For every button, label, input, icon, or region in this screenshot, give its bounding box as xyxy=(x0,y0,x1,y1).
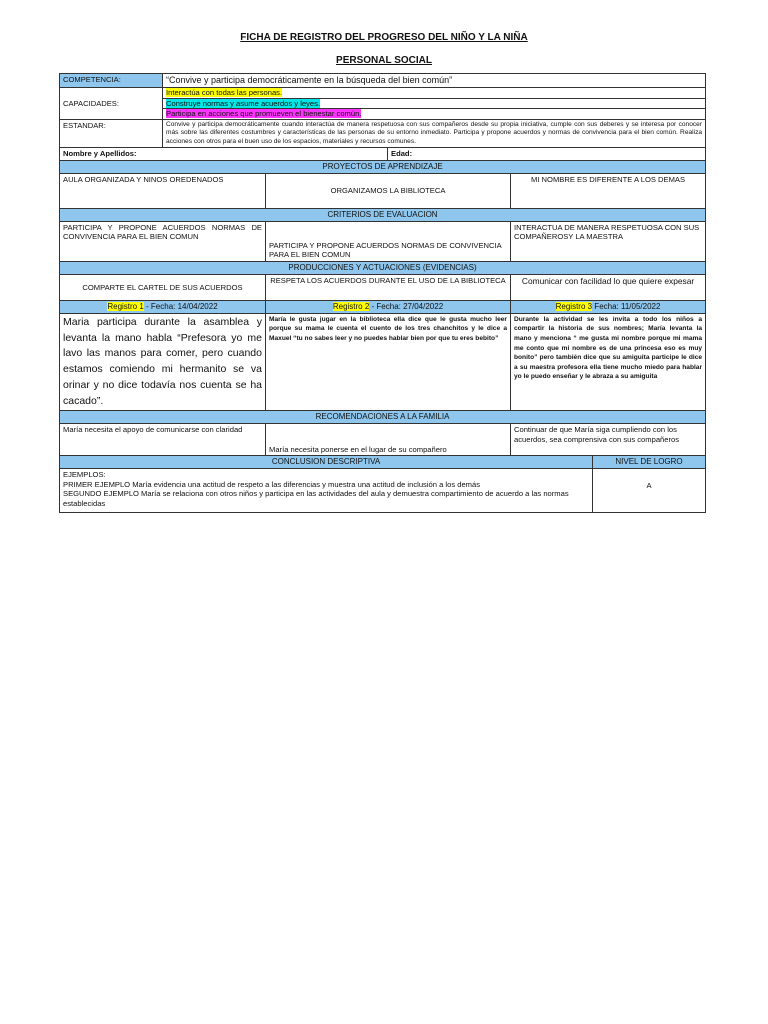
recomendacion-3: Continuar de que María siga cumpliendo con los acuerdos, sea comprensiva con sus compañeros xyxy=(511,424,706,456)
criterio-1: PARTICIPA Y PROPONE ACUERDOS NORMAS DE CONVIVENCIA PARA EL BIEN COMUN xyxy=(60,221,266,261)
area-title: PERSONAL SOCIAL xyxy=(336,55,432,66)
estandar-text: Convive y participa democráticamente cuando interactúa de manera respetuosa con sus compañeros desde su propia iniciativa, cumple con sus deberes y se interesa por conocer más sobre las diferentes costumbres y características de las personas de su entorno inmediato. Participa y propone acuerdos y normas de convivencia para el bien común. Realiza acciones con otros para el buen uso de los espacios, materiales y recursos comunes. xyxy=(163,119,706,148)
conclusion-text xyxy=(60,469,593,513)
registro-3-date: Fecha: 11/05/2022 xyxy=(592,301,661,311)
nivel-heading: NIVEL DE LOGRO xyxy=(593,456,706,469)
capacidad-1: Interactúa con todas las personas. xyxy=(166,88,283,98)
observacion-2: María le gusta jugar en la biblioteca ella dice que le gusta mucho leer porque su mama le cuenta el cuento de los tres chanchitos y le dice a Maxuel “tu no sabes leer y no puedes hablar bien por que tu eres bebito” xyxy=(266,313,511,411)
producciones-heading: PRODUCCIONES Y ACTUACIONES (EVIDENCIAS) xyxy=(60,261,706,274)
produccion-1: COMPARTE EL CARTEL DE SUS ACUERDOS xyxy=(60,274,266,300)
producciones-row xyxy=(60,274,706,300)
recomendaciones-row xyxy=(60,424,706,456)
conclusion-heading: CONCLUSION DESCRIPTIVA xyxy=(60,456,593,469)
student-age-label: Edad: xyxy=(388,148,706,160)
capacidades-row-1 xyxy=(60,88,706,98)
registros-row xyxy=(60,300,706,313)
proyectos-row xyxy=(60,173,706,208)
recomendacion-1: María necesita el apoyo de comunicarse con claridad xyxy=(60,424,266,456)
student-name-label: Nombre y Apellidos: xyxy=(60,148,388,160)
nivel-value: A xyxy=(593,469,706,513)
observacion-3: Durante la actividad se les invita a todo los niños a compartir la historia de sus nombres; María levanta la mano y menciona “ me gusta mi nombre porque mi mama me conto que mi nombre es de una princesa eso es muy bonito” pero también dice que su amiguita participe le dice a su maestra profesora ella tiene mucho miedo para hablar yo le puedo enseñar y le abraza a su amiguita xyxy=(511,313,706,411)
competencia-row xyxy=(60,74,706,88)
criterios-heading-row xyxy=(60,208,706,221)
registro-1-label: Registro 1 xyxy=(107,301,144,311)
produccion-2: RESPETA LOS ACUERDOS DURANTE EL USO DE LA BIBLIOTECA xyxy=(266,274,511,300)
capacidades-label: CAPACIDADES: xyxy=(60,88,163,119)
observacion-1: Maria participa durante la asamblea y levanta la mano habla “Prefesora yo me lavo las manos para comer, pero cuando estamos comiendo mi hermanito se va orinar y no dice todavía nos cuenta se ha cacado”. xyxy=(60,313,266,411)
document-title: FICHA DE REGISTRO DEL PROGRESO DEL NIÑO Y LA NIÑA xyxy=(240,32,528,43)
conclusion-heading-row xyxy=(60,456,706,469)
registro-1 xyxy=(60,300,266,313)
conclusion-row xyxy=(60,469,706,513)
registro-3-label: Registro 3 xyxy=(555,301,593,311)
registro-2-label: Registro 2 xyxy=(332,301,370,311)
registro-2 xyxy=(266,300,511,313)
produccion-3: Comunicar con facilidad lo que quiere expesar xyxy=(511,274,706,300)
proyecto-3: MI NOMBRE ES DIFERENTE A LOS DEMAS xyxy=(511,173,706,208)
observaciones-row xyxy=(60,313,706,411)
ejemplo-1: PRIMER EJEMPLO María evidencia una actitud de respeto a las diferencias y muestra una actitud de inclusión a los demás xyxy=(63,479,481,489)
proyectos-heading-row xyxy=(60,160,706,173)
capacidad-2: Construye normas y asume acuerdos y leyes. xyxy=(166,98,321,108)
ejemplo-2: SEGUNDO EJEMPLO María se relaciona con otros niños y participa en las actividades del aula y demuestra compartimiento de acuerdo a las normas establecidas xyxy=(63,489,569,508)
registro-2-date: - Fecha: 27/04/2022 xyxy=(369,301,444,311)
progress-record-table xyxy=(59,73,706,513)
criterios-row xyxy=(60,221,706,261)
estandar-row xyxy=(60,119,706,148)
producciones-heading-row xyxy=(60,261,706,274)
registro-1-date: - Fecha: 14/04/2022 xyxy=(143,301,218,311)
competencia-value: “Convive y participa democráticamente en la búsqueda del bien común” xyxy=(163,74,706,88)
estandar-label: ESTANDAR: xyxy=(60,119,163,148)
competencia-label: COMPETENCIA: xyxy=(60,74,163,88)
registro-3 xyxy=(511,300,706,313)
criterio-2: PARTICIPA Y PROPONE ACUERDOS NORMAS DE CONVIVENCIA PARA EL BIEN COMUN xyxy=(266,221,511,261)
proyectos-heading: PROYECTOS DE APRENDIZAJE xyxy=(60,160,706,173)
criterios-heading: CRITERIOS DE EVALUACION xyxy=(60,208,706,221)
ejemplos-label: EJEMPLOS: xyxy=(63,470,106,480)
recomendaciones-heading-row xyxy=(60,411,706,424)
criterio-3: INTERACTUA DE MANERA RESPETUOSA CON SUS COMPAÑEROSY LA MAESTRA xyxy=(511,221,706,261)
recomendaciones-heading: RECOMENDACIONES A LA FAMILIA xyxy=(60,411,706,424)
proyecto-1: AULA ORGANIZADA Y NINOS OREDENADOS xyxy=(60,173,266,208)
student-row xyxy=(60,148,706,160)
recomendacion-2: María necesita ponerse en el lugar de su compañero xyxy=(266,424,511,456)
capacidad-3: Participa en acciones que promueven el bienestar común. xyxy=(166,109,362,119)
proyecto-2: ORGANIZAMOS LA BIBLIOTECA xyxy=(266,173,511,208)
